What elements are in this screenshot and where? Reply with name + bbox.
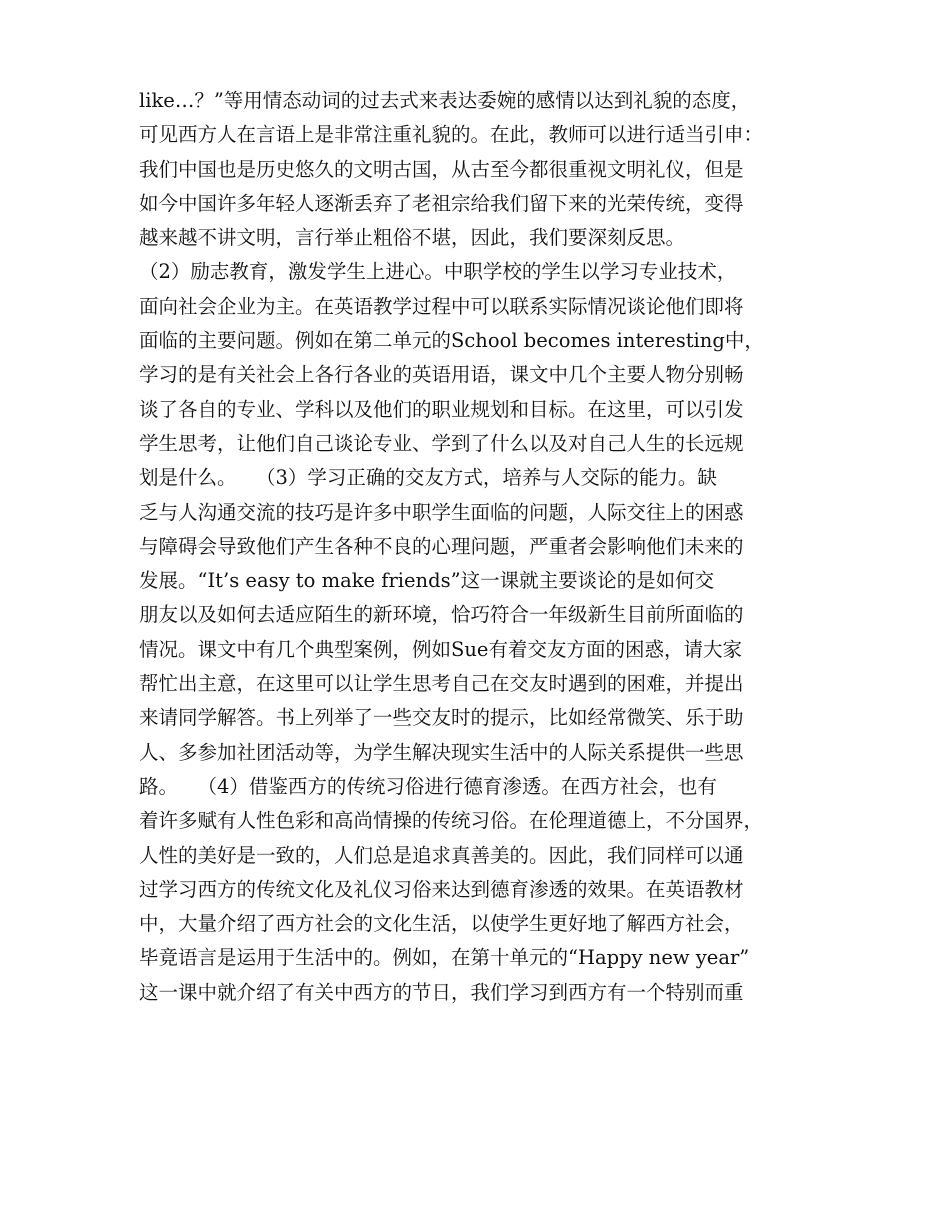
text-line: 发展。“It’s easy to make friends”这一课就主要谈论的是如何交: [139, 569, 715, 593]
text-line: 越来越不讲文明，言行举止粗俗不堪，因此，我们要深刻反思。: [139, 226, 686, 250]
text-line: 学生思考，让他们自己谈论专业、学到了什么以及对自己人生的长远规: [139, 431, 744, 455]
text-line: 如今中国许多年轻人逐渐丢弃了老祖宗给我们留下来的光荣传统，变得: [139, 191, 744, 215]
text-line: （2）励志教育，激发学生上进心。中职学校的学生以学习专业技术，: [139, 260, 737, 284]
text-line: 这一课中就介绍了有关中西方的节日，我们学习到西方有一个特别而重: [139, 980, 744, 1004]
text-line: 人、多参加社团活动等，为学生解决现实生活中的人际关系提供一些思: [139, 740, 744, 764]
text-line: 来请同学解答。书上列举了一些交友时的提示，比如经常微笑、乐于助: [139, 706, 744, 730]
text-line: 学习的是有关社会上各行各业的英语用语，课文中几个主要人物分别畅: [139, 363, 744, 387]
text-line: 人性的美好是一致的，人们总是追求真善美的。因此，我们同样可以通: [139, 843, 744, 867]
text-line: 划是什么。 （3）学习正确的交友方式，培养与人交际的能力。缺: [139, 466, 717, 490]
text-line: like…？”等用情态动词的过去式来表达委婉的感情以达到礼貌的态度，: [139, 89, 751, 112]
text-line: 中，大量介绍了西方社会的文化生活，以使学生更好地了解西方社会，: [139, 912, 744, 936]
text-line: 着许多赋有人性色彩和高尚情操的传统习俗。在伦理道德上，不分国界，: [139, 809, 764, 833]
text-line: 我们中国也是历史悠久的文明古国，从古至今都很重视文明礼仪，但是: [139, 157, 744, 181]
text-line: 情况。课文中有几个典型案例，例如Sue有着交友方面的困惑，请大家: [139, 637, 742, 661]
text-line: 路。 （4）借鉴西方的传统习俗进行德育渗透。在西方社会，也有: [139, 774, 717, 798]
text-line: 面向社会企业为主。在英语教学过程中可以联系实际情况谈论他们即将: [139, 294, 744, 318]
text-line: 过学习西方的传统文化及礼仪习俗来达到德育渗透的效果。在英语教材: [139, 877, 744, 901]
text-line: 谈了各自的专业、学科以及他们的职业规划和目标。在这里，可以引发: [139, 397, 744, 421]
text-line: 面临的主要问题。例如在第二单元的School becomes interesting中，: [139, 329, 764, 353]
text-line: 毕竟语言是运用于生活中的。例如，在第十单元的“Happy new year”: [139, 946, 750, 970]
text-line: 乏与人沟通交流的技巧是许多中职学生面临的问题，人际交往上的困惑: [139, 500, 744, 524]
body-text: [139, 84, 815, 1010]
text-line: 可见西方人在言语上是非常注重礼貌的。在此，教师可以进行适当引申：: [139, 123, 764, 147]
text-line: 与障碍会导致他们产生各种不良的心理问题，严重者会影响他们未来的: [139, 534, 744, 558]
text-line: 朋友以及如何去适应陌生的新环境，恰巧符合一年级新生目前所面临的: [139, 603, 744, 627]
text-line: 帮忙出主意，在这里可以让学生思考自己在交友时遇到的困难，并提出: [139, 672, 744, 696]
